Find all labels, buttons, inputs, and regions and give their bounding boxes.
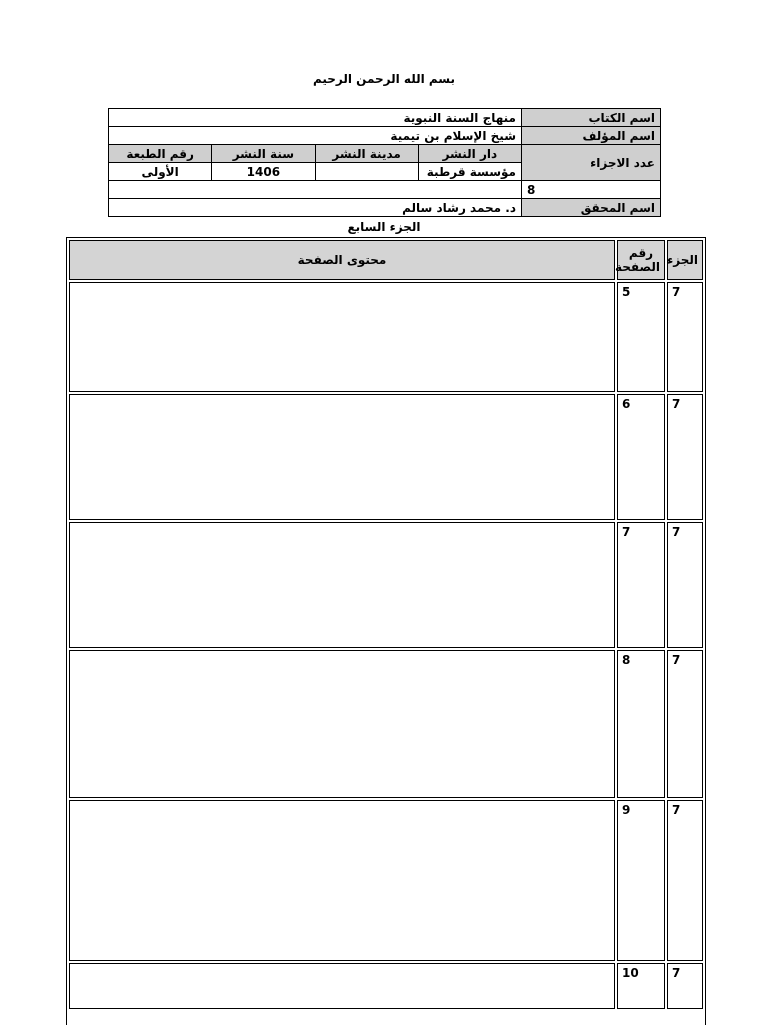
row-content xyxy=(69,394,615,520)
editor-value: د. محمد رشاد سالم xyxy=(109,199,522,217)
table-row xyxy=(69,800,703,961)
row-page: 7 xyxy=(617,522,665,648)
parts-value: 8 xyxy=(522,181,661,199)
city-value xyxy=(315,163,418,181)
row-content xyxy=(69,650,615,798)
parts-label: عدد الاجزاء xyxy=(522,145,661,181)
column-header-page: رقم الصفحة xyxy=(617,240,665,280)
table-row xyxy=(69,522,703,648)
row-page: 5 xyxy=(617,282,665,392)
row-part: 7 xyxy=(667,394,703,520)
book-value: منهاج السنة النبوية xyxy=(109,109,522,127)
basmala-heading: بسم الله الرحمن الرحيم xyxy=(312,72,456,86)
book-info-table xyxy=(108,108,661,217)
table-row xyxy=(69,394,703,520)
editor-row xyxy=(109,199,661,217)
row-part: 7 xyxy=(667,522,703,648)
row-part: 7 xyxy=(667,963,703,1009)
row-page: 8 xyxy=(617,650,665,798)
edition-value: الأولى xyxy=(109,163,212,181)
author-label: اسم المؤلف xyxy=(522,127,661,145)
content-table-header xyxy=(69,240,703,280)
row-content xyxy=(69,522,615,648)
book-label: اسم الكتاب xyxy=(522,109,661,127)
row-page: 6 xyxy=(617,394,665,520)
row-page: 10 xyxy=(617,963,665,1009)
author-value: شيخ الإسلام بن تيمية xyxy=(109,127,522,145)
row-page: 9 xyxy=(617,800,665,961)
editor-label: اسم المحقق xyxy=(522,199,661,217)
column-header-content: محتوى الصفحة xyxy=(69,240,615,280)
row-content xyxy=(69,800,615,961)
table-row xyxy=(69,282,703,392)
parts-value-spacer xyxy=(109,181,522,199)
author-row xyxy=(109,127,661,145)
content-table xyxy=(67,238,705,1011)
publisher-label: دار النشر xyxy=(418,145,521,163)
table-row xyxy=(69,963,703,1009)
column-header-part: الجزء xyxy=(667,240,703,280)
book-row xyxy=(109,109,661,127)
parts-value-row xyxy=(109,181,661,199)
publisher-value: مؤسسة قرطبة xyxy=(418,163,521,181)
year-label: سنة النشر xyxy=(212,145,315,163)
part-title: الجزء السابع xyxy=(347,220,421,234)
city-label: مدينة النشر xyxy=(315,145,418,163)
row-part: 7 xyxy=(667,282,703,392)
row-content xyxy=(69,963,615,1009)
publication-header-row xyxy=(109,145,661,163)
content-table-frame xyxy=(66,237,706,1025)
year-value: 1406 xyxy=(212,163,315,181)
row-part: 7 xyxy=(667,650,703,798)
edition-label: رقم الطبعة xyxy=(109,145,212,163)
row-content xyxy=(69,282,615,392)
table-row xyxy=(69,650,703,798)
row-part: 7 xyxy=(667,800,703,961)
